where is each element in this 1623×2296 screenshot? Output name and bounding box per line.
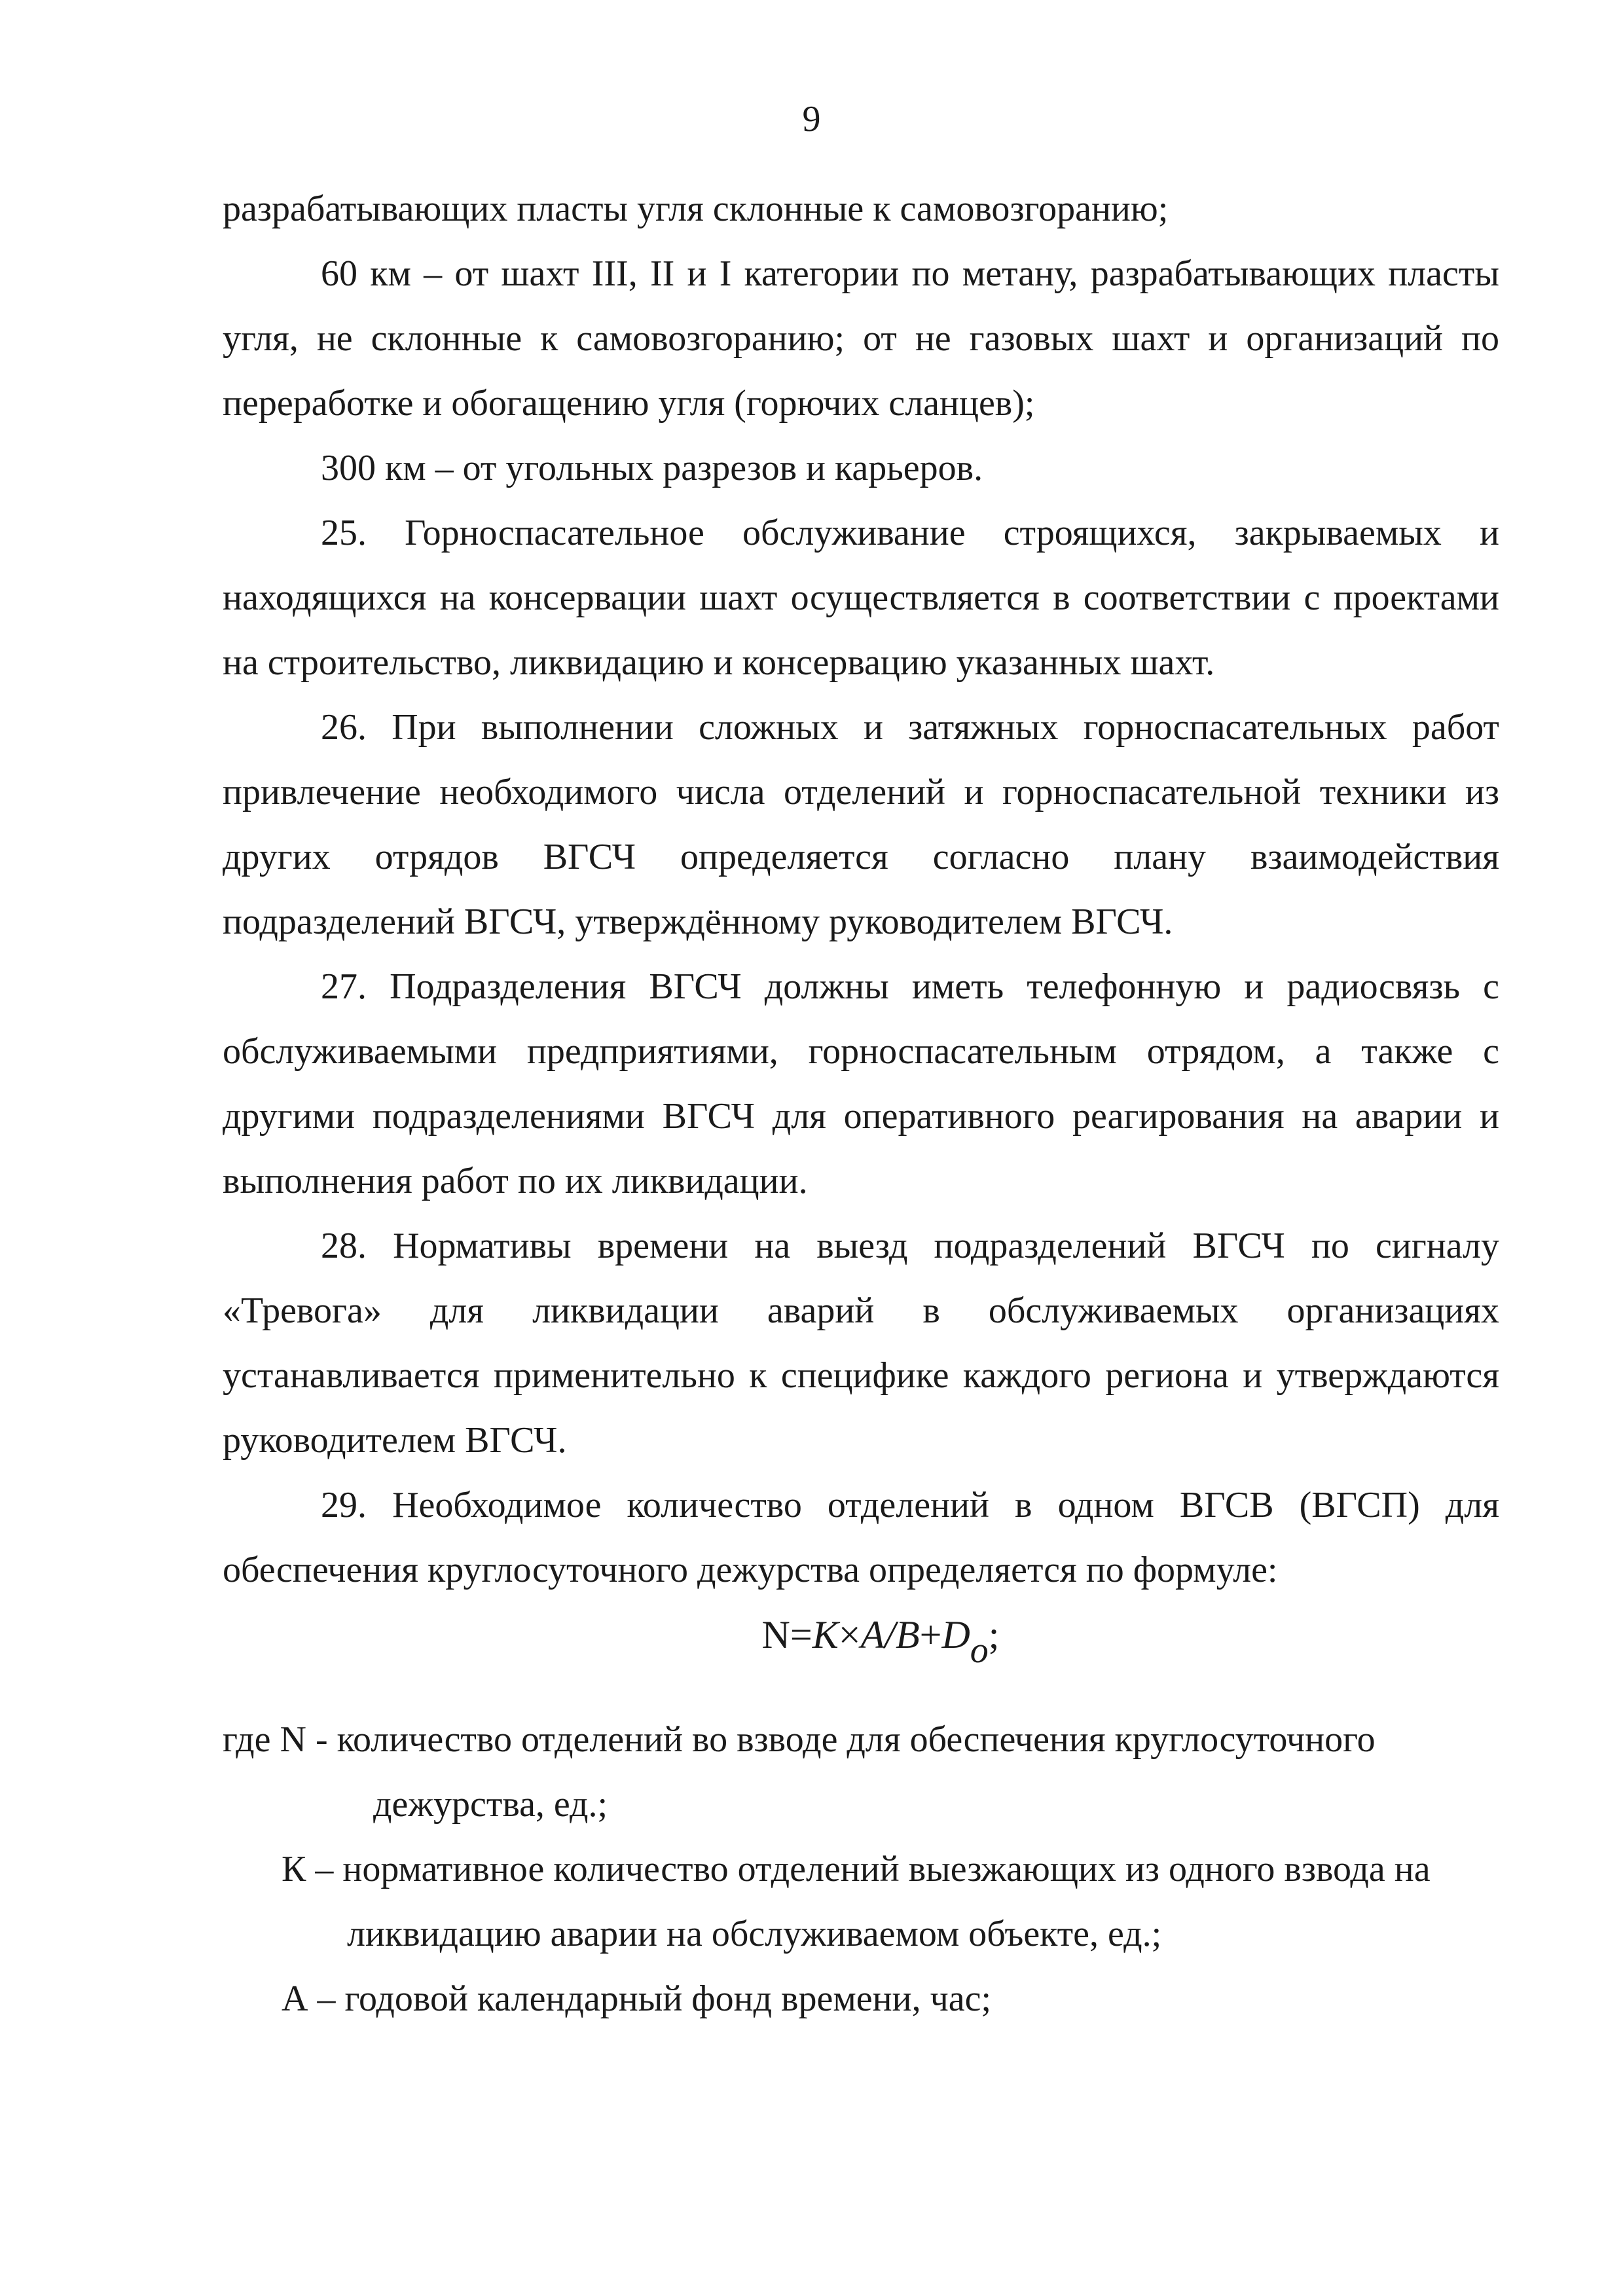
formula-slash: /	[884, 1613, 896, 1656]
formula	[223, 1603, 1499, 1707]
paragraph-continuation: разрабатывающих пласты угля склонные к самовозгоранию;	[223, 189, 1169, 229]
formula-equals: =	[790, 1613, 812, 1656]
definition-a-line1: А – годовой календарный фонд времени, час;	[282, 1978, 992, 2019]
formula-d: D	[941, 1613, 970, 1656]
definition-a	[223, 1967, 1499, 2032]
paragraph-29: 29. Необходимое количество отделений в одном ВГСВ (ВГСП) для обеспечения круглосуточного дежурства определяется по формуле:	[223, 1485, 1499, 1590]
definition-n	[223, 1707, 1499, 1837]
formula-semicolon: ;	[988, 1613, 1000, 1656]
formula-a: A	[860, 1613, 885, 1656]
paragraph-25: 25. Горноспасательное обслуживание строящихся, закрываемых и находящихся на консервации шахт осуществляется в соответствии с проектами на строительство, ликвидацию и консервацию указанных шахт.	[223, 513, 1499, 683]
page-number: 9	[802, 99, 821, 139]
formula-subscript: o	[970, 1630, 989, 1671]
document-body	[223, 177, 1499, 2032]
definition-k-line2: ликвидацию аварии на обслуживаемом объекте, ед.;	[347, 1914, 1162, 1954]
definition-k	[223, 1837, 1499, 1967]
formula-n: N	[761, 1613, 790, 1656]
definition-n-line1: где N - количество отделений во взводе для обеспечения круглосуточного	[223, 1719, 1376, 1760]
paragraph-300km: 300 км – от угольных разрезов и карьеров.	[321, 448, 983, 488]
formula-b: B	[895, 1613, 920, 1656]
paragraph-26: 26. При выполнении сложных и затяжных горноспасательных работ привлечение необходимого числа отделений и горноспасательной техники из других отрядов ВГСЧ определяется согласно плану взаимодействия подразделений ВГСЧ, утверждённому руководителем ВГСЧ.	[223, 707, 1499, 942]
paragraph-28: 28. Нормативы времени на выезд подразделений ВГСЧ по сигналу «Тревога» для ликвидации аварий в обслуживаемых организациях устанавливается применительно к специфике каждого региона и утверждаются руководителем ВГСЧ.	[223, 1226, 1499, 1461]
definition-n-line2: дежурства, ед.;	[373, 1784, 608, 1825]
formula-plus: +	[919, 1613, 942, 1656]
paragraph-60km: 60 км – от шахт III, II и I категории по метану, разрабатывающих пласты угля, не склонные к самовозгоранию; от не газовых шахт и организаций по переработке и обогащению угля (горючих сланцев);	[223, 253, 1499, 424]
formula-k: K	[812, 1613, 839, 1656]
paragraph-27: 27. Подразделения ВГСЧ должны иметь телефонную и радиосвязь с обслуживаемыми предприятиями, горноспасательным отрядом, а также с другими подразделениями ВГСЧ для оперативного реагирования на аварии и выполнения работ по их ликвидации.	[223, 966, 1499, 1201]
definition-k-line1: К – нормативное количество отделений выезжающих из одного взвода на	[282, 1849, 1431, 1889]
formula-times: ×	[838, 1613, 861, 1656]
